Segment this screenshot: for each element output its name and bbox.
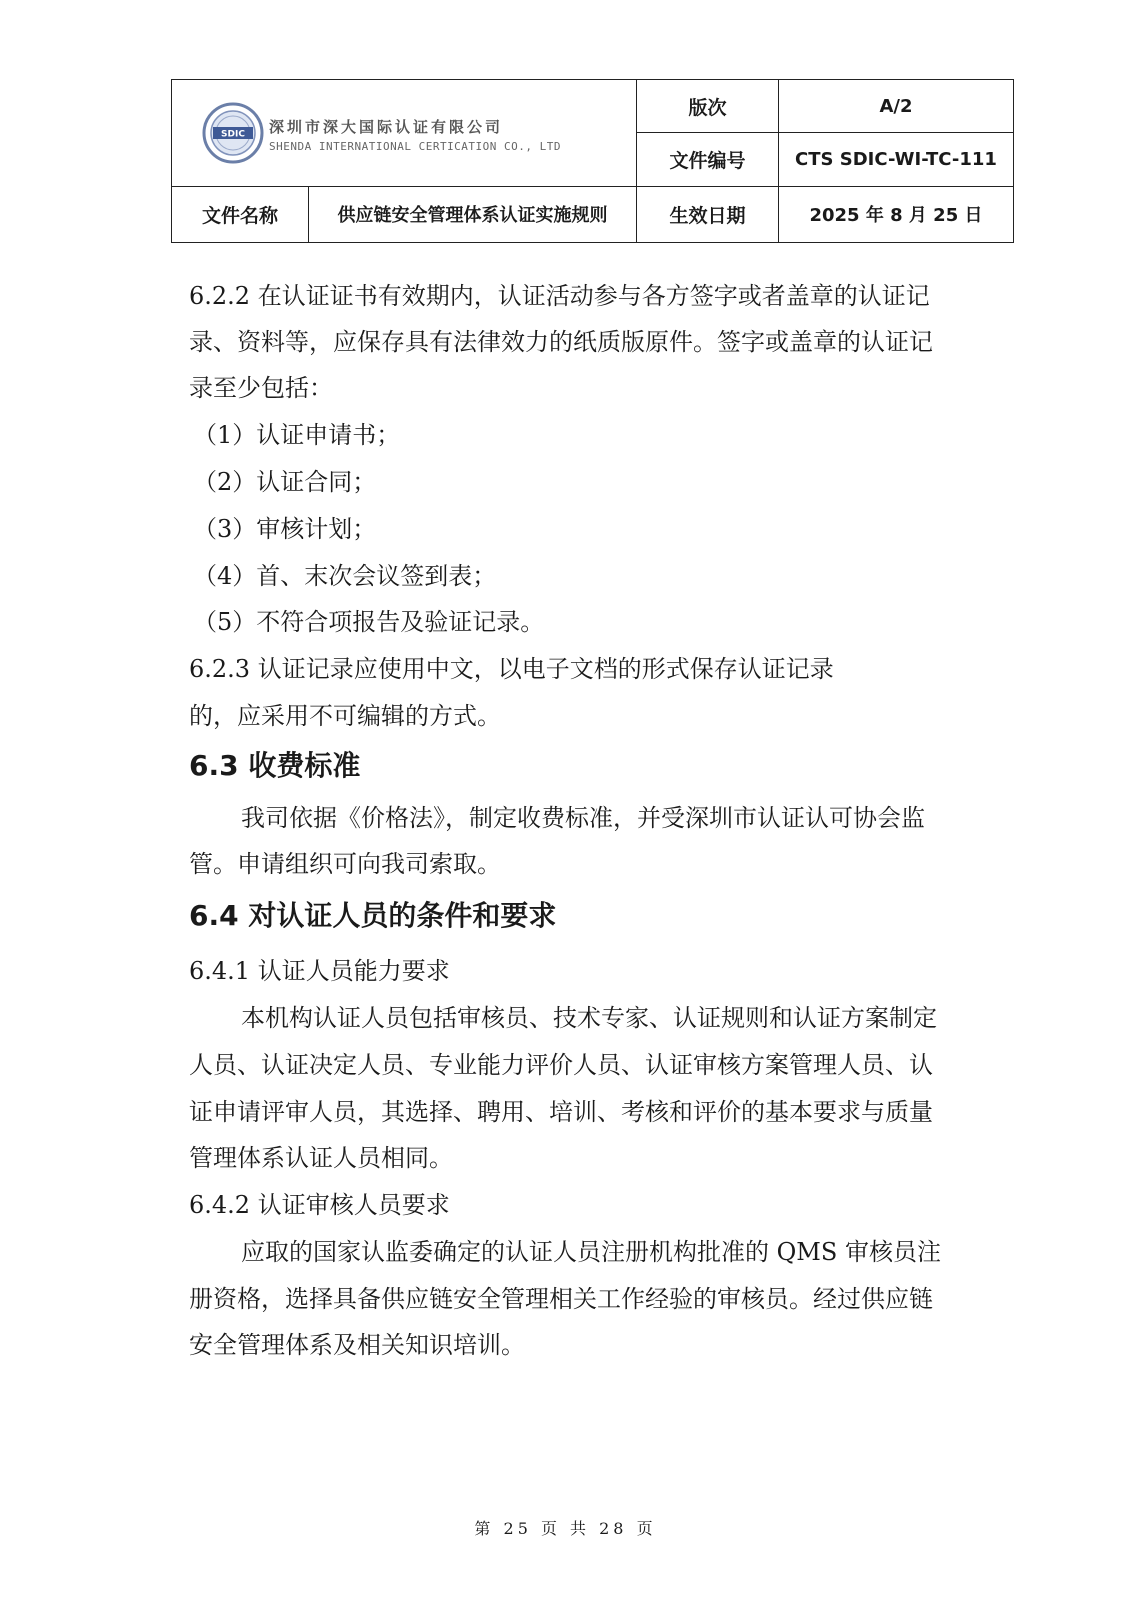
subsection-heading-6-4-1: 6.4.1 认证人员能力要求 — [189, 957, 450, 985]
paragraph-642-line: 应取的国家认监委确定的认证人员注册机构批准的 QMS 审核员注 — [241, 1238, 941, 1266]
page-number: 第 25 页 共 28 页 — [474, 1519, 657, 1538]
list-item: （5）不符合项报告及验证记录。 — [193, 608, 545, 636]
list-item: （2）认证合同； — [193, 468, 377, 496]
paragraph-622-line: 录至少包括： — [189, 374, 333, 402]
docno-value: CTS SDIC-WI-TC-111 — [779, 133, 1014, 186]
paragraph-623-line: 的，应采用不可编辑的方式。 — [189, 702, 501, 730]
docname-value: 供应链安全管理体系认证实施规则 — [309, 186, 637, 242]
effective-date-value: 2025 年 8 月 25 日 — [779, 186, 1014, 242]
paragraph-641-line: 本机构认证人员包括审核员、技术专家、认证规则和认证方案制定 — [241, 1004, 937, 1032]
paragraph-63-line: 管。申请组织可向我司索取。 — [189, 850, 501, 878]
paragraph-642-line: 册资格，选择具备供应链安全管理相关工作经验的审核员。经过供应链 — [189, 1285, 933, 1313]
version-label: 版次 — [637, 80, 779, 133]
paragraph-642-line: 安全管理体系及相关知识培训。 — [189, 1331, 525, 1359]
docno-label: 文件编号 — [637, 133, 779, 186]
company-logo-icon — [202, 102, 264, 164]
effective-date-label: 生效日期 — [637, 186, 779, 242]
paragraph-641-line: 证申请评审人员，其选择、聘用、培训、考核和评价的基本要求与质量 — [189, 1098, 933, 1126]
logo-text: SDIC — [221, 129, 245, 140]
list-item: （4）首、末次会议签到表； — [193, 562, 497, 590]
paragraph-623-line: 6.2.3 认证记录应使用中文，以电子文档的形式保存认证记录 — [189, 655, 834, 683]
company-logo-cell — [172, 80, 637, 187]
list-item: （1）认证申请书； — [193, 421, 401, 449]
subsection-heading-6-4-2: 6.4.2 认证审核人员要求 — [189, 1191, 450, 1219]
section-heading-6-4: 6.4 对认证人员的条件和要求 — [189, 899, 557, 932]
paragraph-63-line: 我司依据《价格法》，制定收费标准，并受深圳市认证认可协会监 — [241, 804, 925, 832]
company-name-en: SHENDA INTERNATIONAL CERTICATION CO., LTD — [269, 140, 562, 153]
document-header-table — [171, 79, 1014, 243]
paragraph-641-line: 人员、认证决定人员、专业能力评价人员、认证审核方案管理人员、认 — [189, 1051, 933, 1079]
docname-label: 文件名称 — [172, 186, 309, 242]
company-name-cn: 深圳市深大国际认证有限公司 — [269, 118, 504, 136]
paragraph-622-line: 6.2.2 在认证证书有效期内，认证活动参与各方签字或者盖章的认证记 — [189, 282, 930, 310]
version-value: A/2 — [779, 80, 1014, 133]
section-heading-6-3: 6.3 收费标准 — [189, 749, 361, 782]
paragraph-641-line: 管理体系认证人员相同。 — [189, 1144, 453, 1172]
list-item: （3）审核计划； — [193, 515, 377, 543]
paragraph-622-line: 录、资料等，应保存具有法律效力的纸质版原件。签字或盖章的认证记 — [189, 328, 933, 356]
page-footer — [0, 1519, 1131, 1539]
